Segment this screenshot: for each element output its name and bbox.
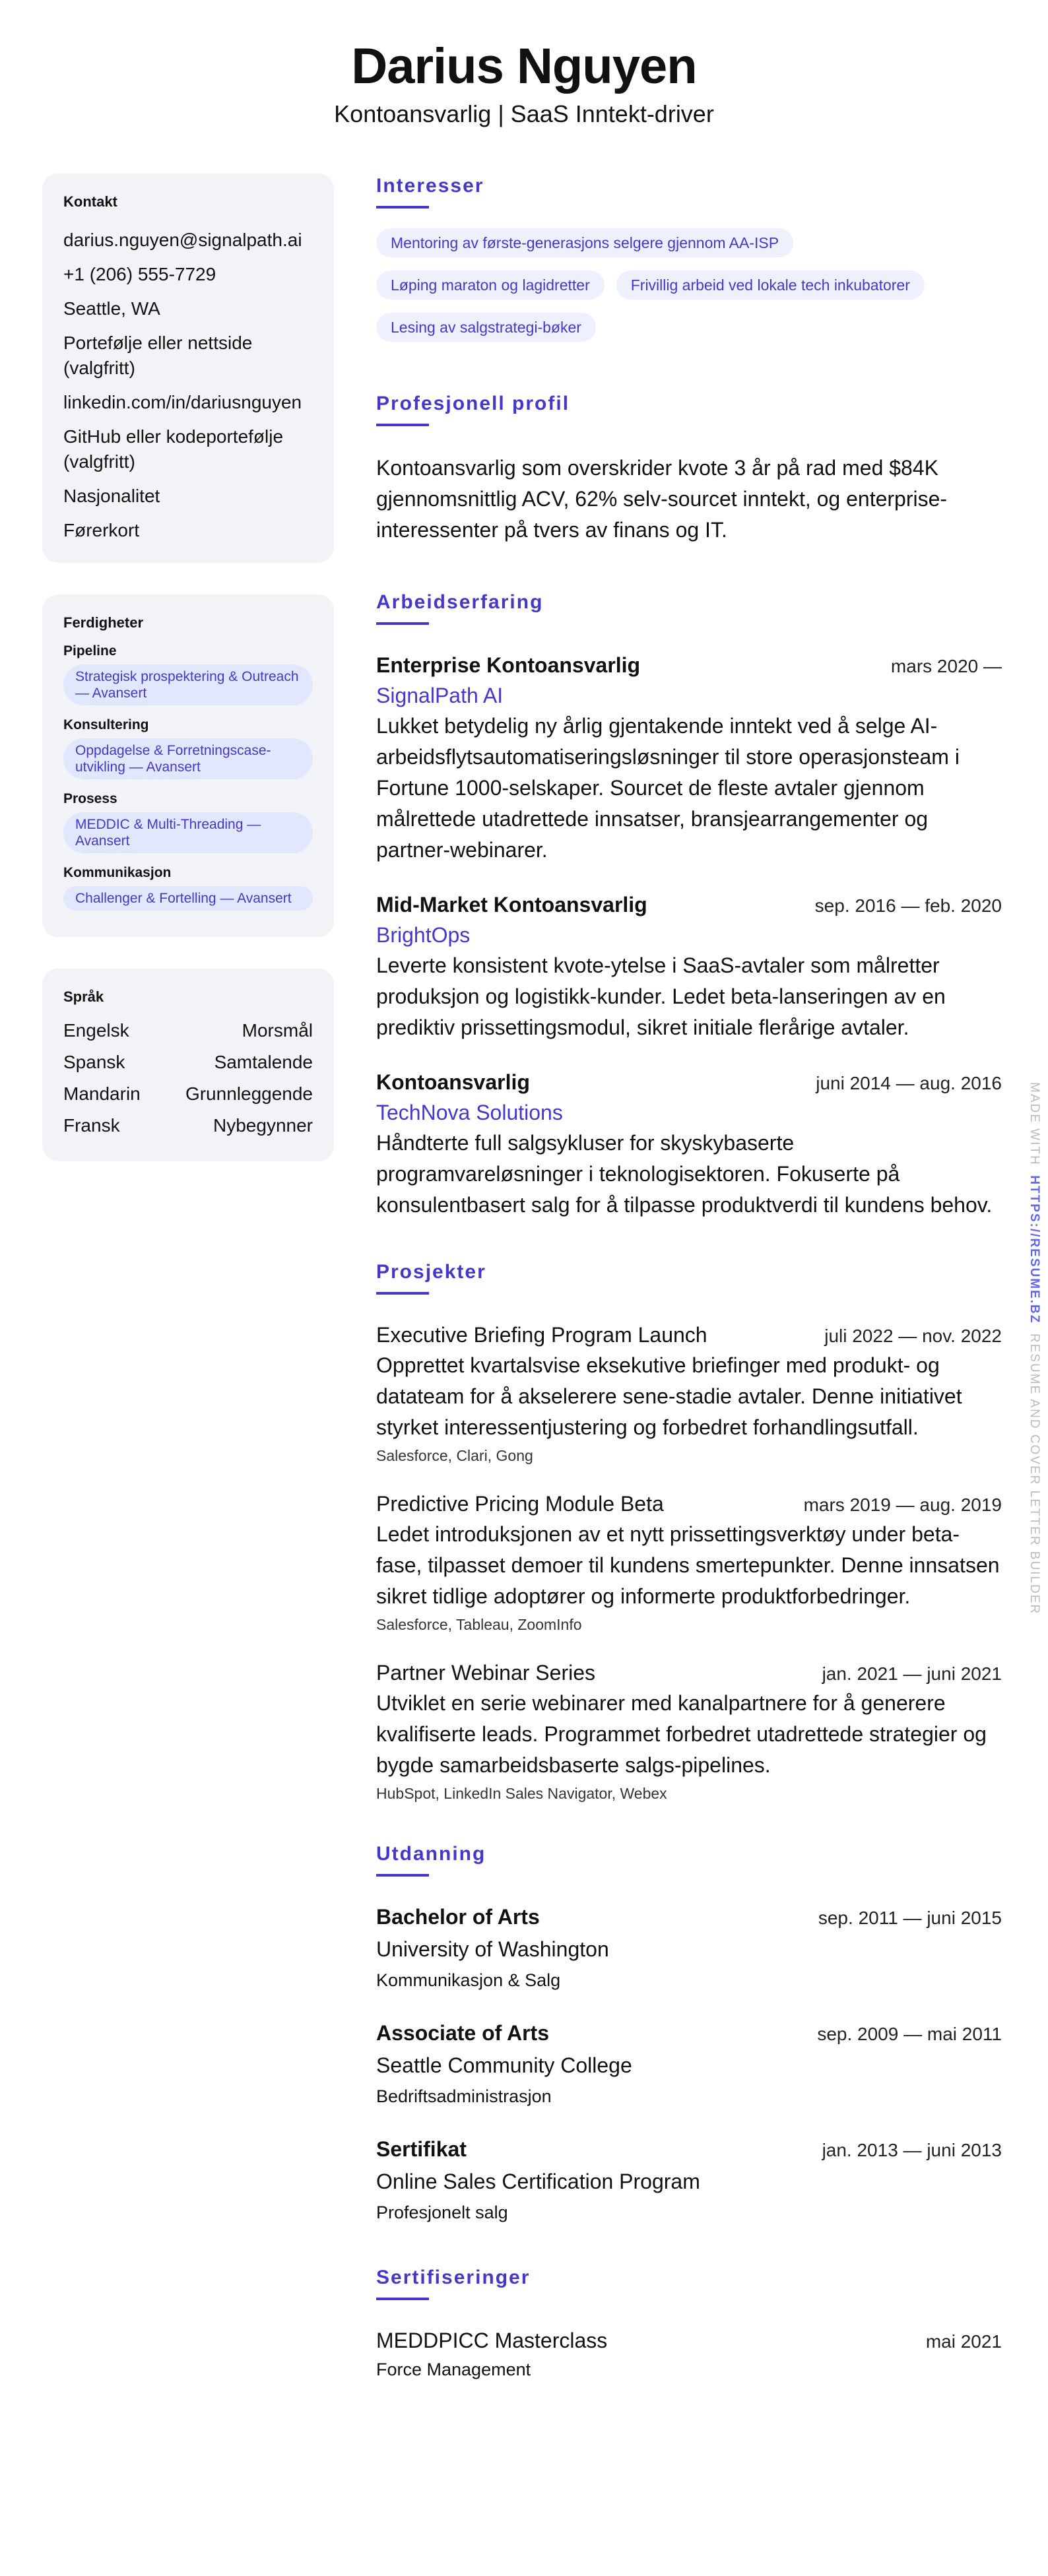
- language-level: Nybegynner: [213, 1115, 313, 1136]
- language-name: Fransk: [63, 1115, 120, 1136]
- experience-entry: [376, 1067, 1002, 1221]
- watermark: [1027, 1082, 1041, 1615]
- section-heading: Arbeidserfaring: [376, 591, 544, 613]
- experience-section: [376, 588, 1002, 1221]
- skill-chip: MEDDIC & Multi-Threading — Avansert: [63, 812, 313, 853]
- education-entry: [376, 2018, 1002, 2110]
- interest-chips: [376, 228, 1002, 342]
- project-title: Executive Briefing Program Launch: [376, 1323, 707, 1347]
- certification-issuer: Force Management: [376, 2360, 531, 2379]
- job-date: juni 2014 — aug. 2016: [816, 1073, 1002, 1093]
- school: Online Sales Certification Program: [376, 2170, 700, 2193]
- contact-nationality: Nasjonalitet: [63, 486, 160, 506]
- languages-card: [42, 969, 334, 1161]
- project-tech: Salesforce, Tableau, ZoomInfo: [376, 1616, 582, 1633]
- experience-entry: [376, 889, 1002, 1043]
- profile-text: Kontoansvarlig som overskrider kvote 3 år på rad med $84K gjennomsnittlig ACV, 62% selv-sourcet inntekt, og enterprise-interessenter på tvers av finans og IT.: [376, 456, 948, 542]
- skill-category: Kommunikasjon: [63, 865, 172, 880]
- skill-category: Konsultering: [63, 717, 149, 732]
- language-row: [63, 1015, 313, 1046]
- language-row: [63, 1110, 313, 1142]
- project-entry: [376, 1489, 1002, 1634]
- interest-chip: Mentoring av første-generasjons selgere gjennom AA-ISP: [376, 228, 793, 257]
- education-date: sep. 2011 — juni 2015: [818, 1908, 1002, 1928]
- school: Seattle Community College: [376, 2053, 632, 2077]
- section-divider: [376, 2298, 429, 2300]
- section-divider: [376, 1292, 429, 1295]
- contact-license: Førerkort: [63, 520, 140, 540]
- field-of-study: Profesjonelt salg: [376, 2203, 508, 2222]
- company-name: SignalPath AI: [376, 684, 504, 707]
- project-date: juli 2022 — nov. 2022: [824, 1326, 1002, 1346]
- section-divider: [376, 622, 429, 625]
- skill-chip: Strategisk prospektering & Outreach — Avansert: [63, 664, 313, 705]
- section-divider: [376, 424, 429, 426]
- degree: Sertifikat: [376, 2137, 467, 2161]
- watermark-suffix: RESUME AND COVER LETTER BUILDER: [1028, 1333, 1041, 1615]
- project-date: mars 2019 — aug. 2019: [803, 1495, 1002, 1515]
- section-heading: Sertifiseringer: [376, 2267, 531, 2288]
- education-entry: [376, 1902, 1002, 1994]
- certification-title: MEDDPICC Masterclass: [376, 2329, 608, 2352]
- project-tech: HubSpot, LinkedIn Sales Navigator, Webex: [376, 1785, 667, 1802]
- section-heading: Utdanning: [376, 1843, 486, 1865]
- education-section: [376, 1840, 1002, 2226]
- project-description: Opprettet kvartalsvise eksekutive briefinger med produkt- og datateam for å akselerere sene-stadie avtaler. Denne initiativet styrket interessentjustering og forbedret forhandlingsutfall.: [376, 1353, 962, 1439]
- project-description: Utviklet en serie webinarer med kanalpartnere for å generere kvalifiserte leads. Programmet forbedret utadrettede strategier og bygde samarbeidsbaserte salgs-pipelines.: [376, 1691, 987, 1777]
- skills-card: [42, 595, 334, 937]
- job-title: Kontoansvarlig: [376, 1070, 530, 1094]
- field-of-study: Kommunikasjon & Salg: [376, 1970, 561, 1990]
- contact-github: GitHub eller kodeportefølje (valgfritt): [63, 426, 284, 472]
- section-divider: [376, 1874, 429, 1877]
- language-level: Grunnleggende: [185, 1083, 313, 1104]
- degree: Bachelor of Arts: [376, 1905, 540, 1929]
- language-row: [63, 1078, 313, 1110]
- interest-chip: Lesing av salgstrategi-bøker: [376, 313, 596, 342]
- language-row: [63, 1046, 313, 1078]
- project-tech: Salesforce, Clari, Gong: [376, 1447, 533, 1464]
- language-name: Spansk: [63, 1052, 125, 1072]
- school: University of Washington: [376, 1937, 609, 1961]
- certifications-section: [376, 2263, 1002, 2383]
- certification-entry: [376, 2325, 1002, 2383]
- resume-header: [0, 0, 1048, 131]
- section-divider: [376, 206, 429, 209]
- job-description: Håndterte full salgsykluser for skyskybaserte programvareløsninger i teknologisektoren. Fokuserte på konsulentbasert salg for å tilpasse produktverdi til kundens behov.: [376, 1131, 993, 1217]
- education-date: sep. 2009 — mai 2011: [817, 2024, 1002, 2044]
- certification-date: mai 2021: [925, 2331, 1002, 2352]
- skill-category: Prosess: [63, 791, 117, 806]
- project-title: Predictive Pricing Module Beta: [376, 1492, 664, 1516]
- contact-location: Seattle, WA: [63, 298, 160, 319]
- watermark-link[interactable]: HTTPS://RESUME.BZ: [1028, 1175, 1041, 1324]
- contact-portfolio: Portefølje eller nettside (valgfritt): [63, 333, 253, 378]
- skill-chip: Oppdagelse & Forretningscase-utvikling — Avansert: [63, 738, 313, 779]
- job-description: Leverte konsistent kvote-ytelse i SaaS-avtaler som målretter produksjon og logistikk-kunder. Ledet beta-lanseringen av en prediktiv prissettingsmodul, sikret initiale flerårige avtaler.: [376, 953, 946, 1039]
- education-entry: [376, 2134, 1002, 2226]
- project-date: jan. 2021 — juni 2021: [822, 1663, 1002, 1684]
- project-entry: [376, 1658, 1002, 1803]
- project-entry: [376, 1320, 1002, 1465]
- interests-section: [376, 172, 1002, 342]
- experience-entry: [376, 650, 1002, 866]
- language-level: Morsmål: [242, 1020, 313, 1041]
- job-date: sep. 2016 — feb. 2020: [814, 895, 1002, 916]
- project-description: Ledet introduksjonen av et nytt prissettingsverktøy under beta-fase, tilpasset demoer til kundens smertepunkter. Denne innsatsen sikret tidlige adoptører og informerte produktforbedringer.: [376, 1522, 1000, 1608]
- field-of-study: Bedriftsadministrasjon: [376, 2086, 552, 2106]
- section-heading: Profesjonell profil: [376, 393, 570, 414]
- languages-heading: Språk: [63, 988, 104, 1005]
- project-title: Partner Webinar Series: [376, 1661, 595, 1685]
- contact-linkedin[interactable]: linkedin.com/in/dariusnguyen: [63, 392, 302, 412]
- profile-section: [376, 389, 1002, 546]
- candidate-title: Kontoansvarlig | SaaS Inntekt-driver: [334, 100, 714, 127]
- education-date: jan. 2013 — juni 2013: [822, 2140, 1002, 2160]
- watermark-prefix: MADE WITH: [1028, 1082, 1041, 1166]
- section-heading: Prosjekter: [376, 1261, 486, 1283]
- main-content: [376, 172, 1002, 2420]
- job-title: Mid-Market Kontoansvarlig: [376, 893, 647, 917]
- contact-card: [42, 174, 334, 563]
- job-description: Lukket betydelig ny årlig gjentakende inntekt ved å selge AI-arbeidsflytsautomatiseringsløsninger til store operasjonsteam i Fortune 1000-selskaper. Sourcet de fleste avtaler gjennom målrettede utadrettede innsatser, bransjearrangementer og partner-webinarer.: [376, 714, 960, 862]
- company-name: BrightOps: [376, 923, 471, 947]
- job-title: Enterprise Kontoansvarlig: [376, 653, 641, 677]
- language-name: Mandarin: [63, 1083, 141, 1104]
- interest-chip: Frivillig arbeid ved lokale tech inkubatorer: [616, 271, 925, 300]
- contact-phone: +1 (206) 555-7729: [63, 264, 216, 284]
- sidebar: [42, 174, 334, 1193]
- skills-heading: Ferdigheter: [63, 614, 144, 631]
- projects-section: [376, 1258, 1002, 1803]
- interest-chip: Løping maraton og lagidretter: [376, 271, 605, 300]
- skill-chip: Challenger & Fortelling — Avansert: [63, 886, 313, 911]
- language-level: Samtalende: [214, 1052, 313, 1072]
- company-name: TechNova Solutions: [376, 1101, 563, 1124]
- contact-heading: Kontakt: [63, 193, 117, 210]
- degree: Associate of Arts: [376, 2021, 549, 2045]
- contact-email[interactable]: darius.nguyen@signalpath.ai: [63, 230, 302, 250]
- section-heading: Interesser: [376, 175, 484, 197]
- job-date: mars 2020 —: [890, 656, 1002, 676]
- language-name: Engelsk: [63, 1020, 129, 1041]
- skill-category: Pipeline: [63, 643, 117, 659]
- candidate-name: Darius Nguyen: [351, 38, 697, 94]
